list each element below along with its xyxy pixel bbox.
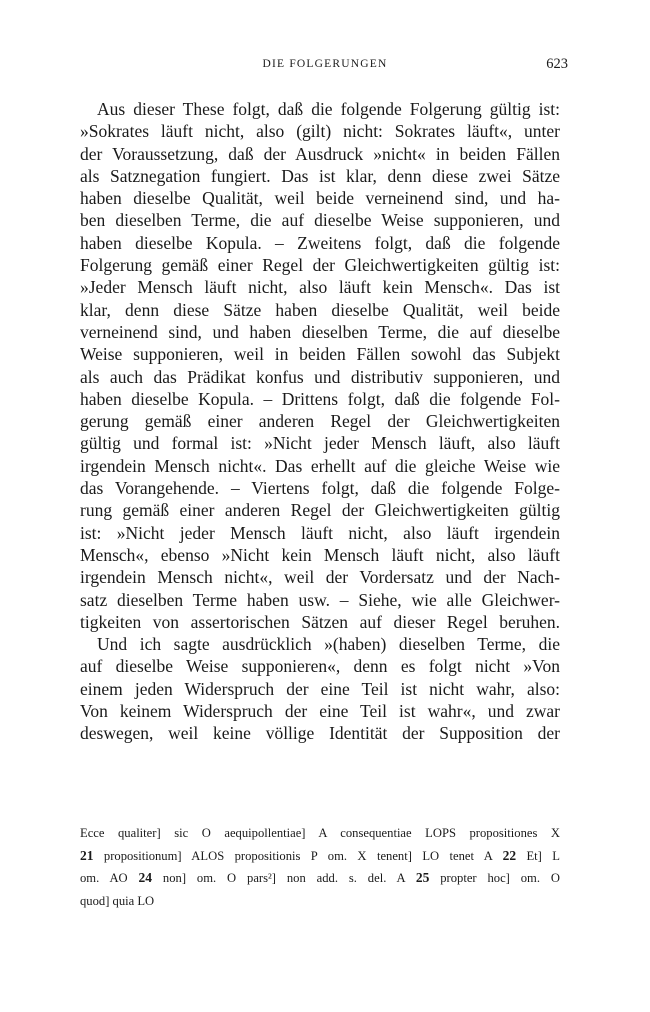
text-line: Von keinem Widerspruch der eine Teil ist wahr«, und zwar [80, 701, 560, 722]
text-line: Aus dieser These folgt, daß die folgende Folgerung gültig ist: [97, 99, 560, 119]
text-line: verneinend sind, und haben dieselben Terme, die auf dieselbe [80, 321, 560, 342]
text-line: Weise supponieren, weil in beiden Fällen sowohl das Subjekt [80, 344, 560, 365]
text-line: irgendein Mensch nicht«, weil der Vordersatz und der Nach- [80, 567, 560, 588]
text-line: gerung gemäß einer anderen Regel der Gleichwertigkeiten [80, 411, 560, 432]
text-line: klar, denn diese Sätze haben dieselbe Qualität, weil beide [80, 299, 560, 320]
text-line: als Satznegation fungiert. Das ist klar, denn diese zwei Sätze [80, 165, 560, 186]
page-number: 623 [546, 56, 568, 72]
critical-apparatus [80, 822, 560, 912]
text-line: gültig und formal ist: »Nicht jeder Mensch läuft, also läuft [80, 433, 560, 454]
apparatus-line [80, 822, 560, 845]
apparatus-text: Et] L [516, 848, 560, 863]
text-line: Und ich sagte ausdrücklich »(haben) dieselben Terme, die [97, 634, 560, 655]
line-number: 22 [502, 847, 517, 863]
text-line: das Vorangehende. – Viertens folgt, daß die folgende Folge- [80, 478, 560, 499]
text-line: haben dieselbe Kopula. – Zweitens folgt, daß die folgende [80, 232, 560, 253]
line-number: 24 [138, 870, 153, 885]
text-line: tigkeiten von assertorischen Sätzen auf dieser Regel beruhen. [80, 611, 560, 632]
apparatus-text: propter hoc] om. O [429, 871, 560, 885]
text-line: einem jeden Widerspruch der eine Teil ist nicht wahr, also: [80, 678, 560, 699]
apparatus-text: quod] quia LO [80, 893, 155, 908]
text-line: deswegen, weil keine völlige Identität der Supposition der [80, 723, 560, 744]
text-line: Folgerung gemäß einer Regel der Gleichwertigkeiten gültig ist: [80, 255, 560, 276]
apparatus-text: Ecce qualiter] sic O aequipollentiae] A consequentiae LOPS propositiones X [80, 826, 560, 840]
apparatus-text: non] om. O pars²] non add. s. del. A [152, 871, 416, 885]
text-line: Mensch«, ebenso »Nicht kein Mensch läuft nicht, also läuft [80, 544, 560, 565]
line-number: 21 [80, 847, 94, 863]
apparatus-text: propositionum] ALOS propositionis P om. X tenent] LO tenet A [93, 848, 503, 863]
running-head [0, 58, 650, 78]
text-line: als auch das Prädikat konfus und distributiv supponieren, und [80, 366, 560, 387]
text-line: haben dieselbe Kopula. – Drittens folgt, daß die folgende Fol- [80, 388, 560, 409]
running-title: DIE FOLGERUNGEN [262, 58, 388, 70]
main-text [80, 98, 560, 745]
apparatus-line [80, 867, 560, 890]
apparatus-text: om. AO [80, 871, 139, 885]
apparatus-line [80, 890, 560, 913]
text-line: der Voraussetzung, daß der Ausdruck »nicht« in beiden Fällen [80, 143, 560, 164]
text-line: haben dieselbe Qualität, weil beide verneinend sind, und ha- [80, 188, 560, 209]
text-line: ist: »Nicht jeder Mensch läuft nicht, also läuft irgendein [80, 522, 560, 543]
text-line: »Jeder Mensch läuft nicht, also läuft kein Mensch«. Das ist [80, 277, 560, 298]
text-line: irgendein Mensch nicht«. Das erhellt auf die gleiche Weise wie [80, 455, 560, 476]
text-line: rung gemäß einer anderen Regel der Gleichwertigkeiten gültig [80, 500, 560, 521]
apparatus-line [80, 845, 560, 868]
text-line: auf dieselbe Weise supponieren«, denn es folgt nicht »Von [80, 656, 560, 677]
text-line: ben dieselben Terme, die auf dieselbe Weise supponieren, und [80, 210, 560, 231]
line-number: 25 [415, 870, 430, 885]
text-line: »Sokrates läuft nicht, also (gilt) nicht: Sokrates läuft«, unter [80, 121, 560, 142]
text-line: satz dieselben Terme haben usw. – Siehe, wie alle Gleichwer- [80, 589, 560, 610]
